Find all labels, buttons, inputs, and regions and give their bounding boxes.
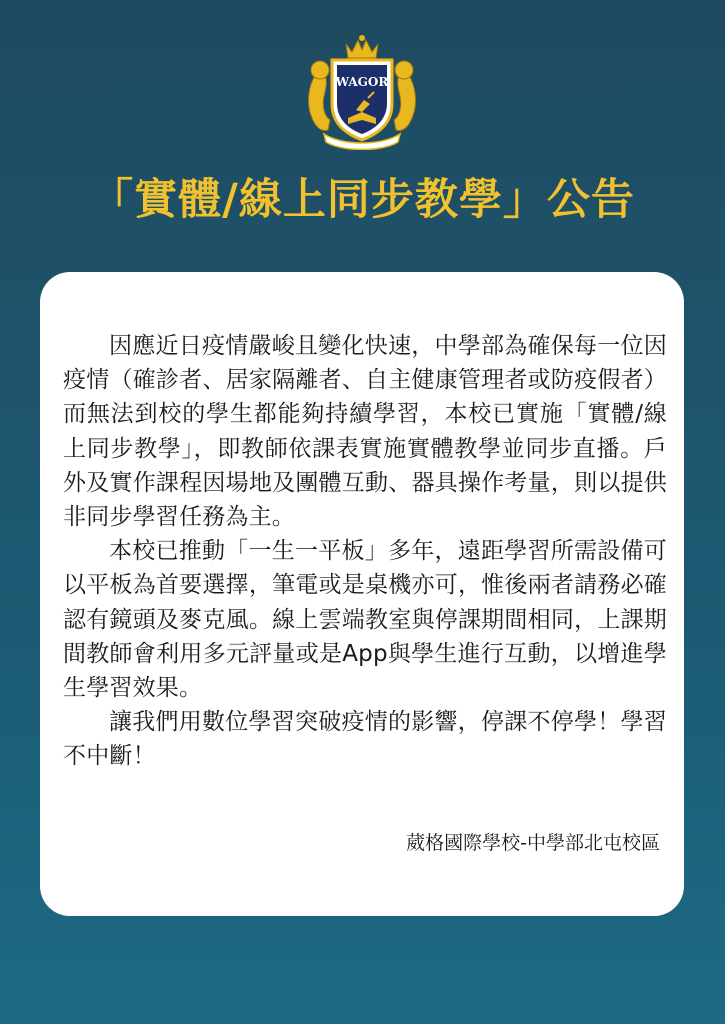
crest-wordmark: WAGOR xyxy=(335,75,389,89)
paragraph-3: 讓我們用數位學習突破疫情的影響，停課不停學！學習不中斷！ xyxy=(63,709,667,770)
signature: 葳格國際學校-中學部北屯校區 xyxy=(406,832,660,854)
paragraph-1: 因應近日疫情嚴峻且變化快速，中學部為確保每一位因疫情（確診者、居家隔離者、自主健康管理者或防疫假者）而無法到校的學生都能夠持續學習，本校已實施「實體/線上同步教學」，即教師依課表實施實體教學並同步直播。戶外及實作課程因場地及團體互動、器具操作考量，則以提供非同步學習任務為主。 xyxy=(63,333,667,531)
announcement-title: 「實體/線上同步教學」公告 xyxy=(90,175,635,225)
announcement-body xyxy=(63,329,667,774)
paragraph-2: 本校已推動「一生一平板」多年，遠距學習所需設備可以平板為首要選擇，筆電或是桌機亦可，惟後兩者請務必確認有鏡頭及麥克風。線上雲端教室與停課期間相同，上課期間教師會利用多元評量或是App與學生進行互動，以增進學生學習效果。 xyxy=(63,538,667,702)
school-crest-icon xyxy=(302,34,422,150)
announcement-card xyxy=(40,272,684,916)
